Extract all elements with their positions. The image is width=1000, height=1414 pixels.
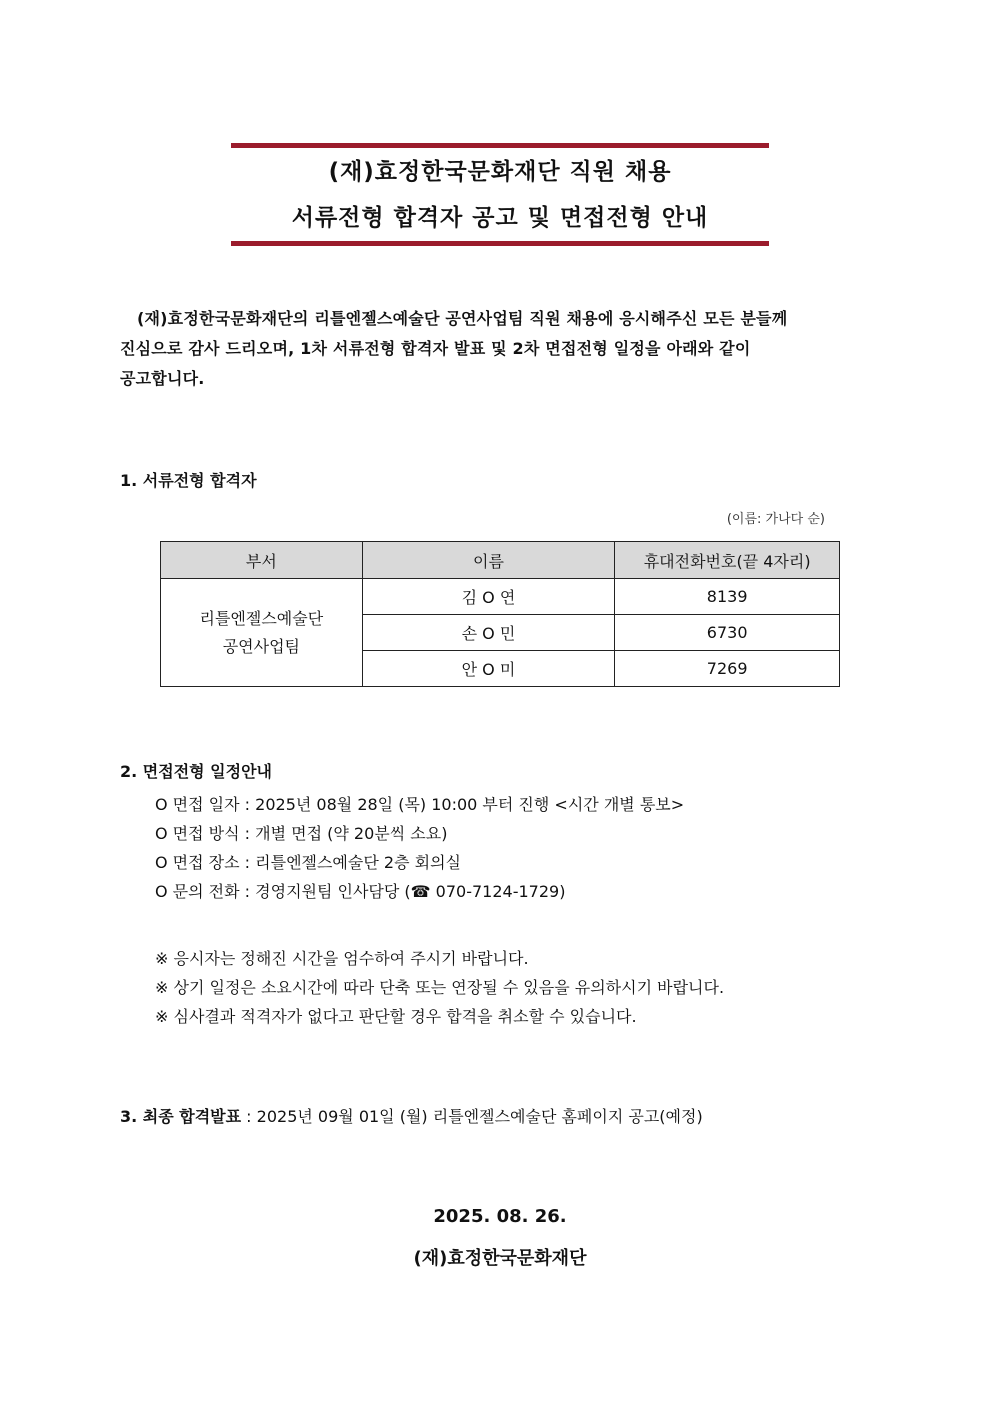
department-cell xyxy=(161,579,363,687)
phone-cell: 6730 xyxy=(615,615,840,651)
title-bottom-rule xyxy=(231,241,769,246)
passers-table xyxy=(160,541,840,687)
table-header-row xyxy=(161,542,840,579)
final-announcement xyxy=(120,1104,703,1127)
column-header: 휴대전화번호(끝 4자리) xyxy=(615,542,840,579)
section2-heading: 2. 면접전형 일정안내 xyxy=(120,762,272,781)
title-top-rule xyxy=(231,143,769,148)
organization-name: (재)효정한국문화재단 xyxy=(413,1248,587,1269)
column-header: 이름 xyxy=(362,542,615,579)
schedule-item: O 문의 전화 : 경영지원팀 인사담당 (☎ 070-7124-1729) xyxy=(155,882,566,901)
table-row xyxy=(161,579,840,615)
announcement-date: 2025. 08. 26. xyxy=(433,1206,567,1227)
sort-note: (이름: 가나다 순) xyxy=(726,512,825,527)
intro-line: 진심으로 감사 드리오며, 1차 서류전형 합격자 발표 및 2차 면접전형 일정을 아래와 같이 xyxy=(120,339,751,358)
page-title-line2: 서류전형 합격자 공고 및 면접전형 안내 xyxy=(291,205,709,231)
section1-heading: 1. 서류전형 합격자 xyxy=(120,471,257,490)
phone-cell: 8139 xyxy=(615,579,840,615)
name-cell: 손 O 민 xyxy=(362,615,615,651)
name-cell: 안 O 미 xyxy=(362,651,615,687)
schedule-item: O 면접 장소 : 리틀엔젤스예술단 2층 회의실 xyxy=(155,853,461,872)
notice-item: ※ 심사결과 적격자가 없다고 판단할 경우 합격을 취소할 수 있습니다. xyxy=(155,1007,637,1026)
schedule-item: O 면접 방식 : 개별 면접 (약 20분씩 소요) xyxy=(155,824,448,843)
notice-item: ※ 상기 일정은 소요시간에 따라 단축 또는 연장될 수 있음을 유의하시기 바랍니다. xyxy=(155,978,725,997)
page-title-line1: (재)효정한국문화재단 직원 채용 xyxy=(328,159,672,185)
section3-text: : 2025년 09월 01일 (월) 리틀엔젤스예술단 홈페이지 공고(예정) xyxy=(241,1107,703,1126)
section3-heading: 3. 최종 합격발표 xyxy=(120,1107,242,1126)
intro-line: (재)효정한국문화재단의 리틀엔젤스예술단 공연사업팀 직원 채용에 응시해주신 모든 분들께 xyxy=(137,309,788,328)
schedule-item: O 면접 일자 : 2025년 08월 28일 (목) 10:00 부터 진행 <시간 개별 통보> xyxy=(155,795,685,814)
notice-item: ※ 응시자는 정해진 시간을 엄수하여 주시기 바랍니다. xyxy=(155,949,529,968)
name-cell: 김 O 연 xyxy=(362,579,615,615)
phone-cell: 7269 xyxy=(615,651,840,687)
department-line: 리틀엔젤스예술단 xyxy=(199,608,324,628)
department-line: 공연사업팀 xyxy=(222,636,300,656)
intro-paragraph xyxy=(120,304,890,394)
intro-line: 공고합니다. xyxy=(120,369,205,388)
column-header: 부서 xyxy=(161,542,363,579)
